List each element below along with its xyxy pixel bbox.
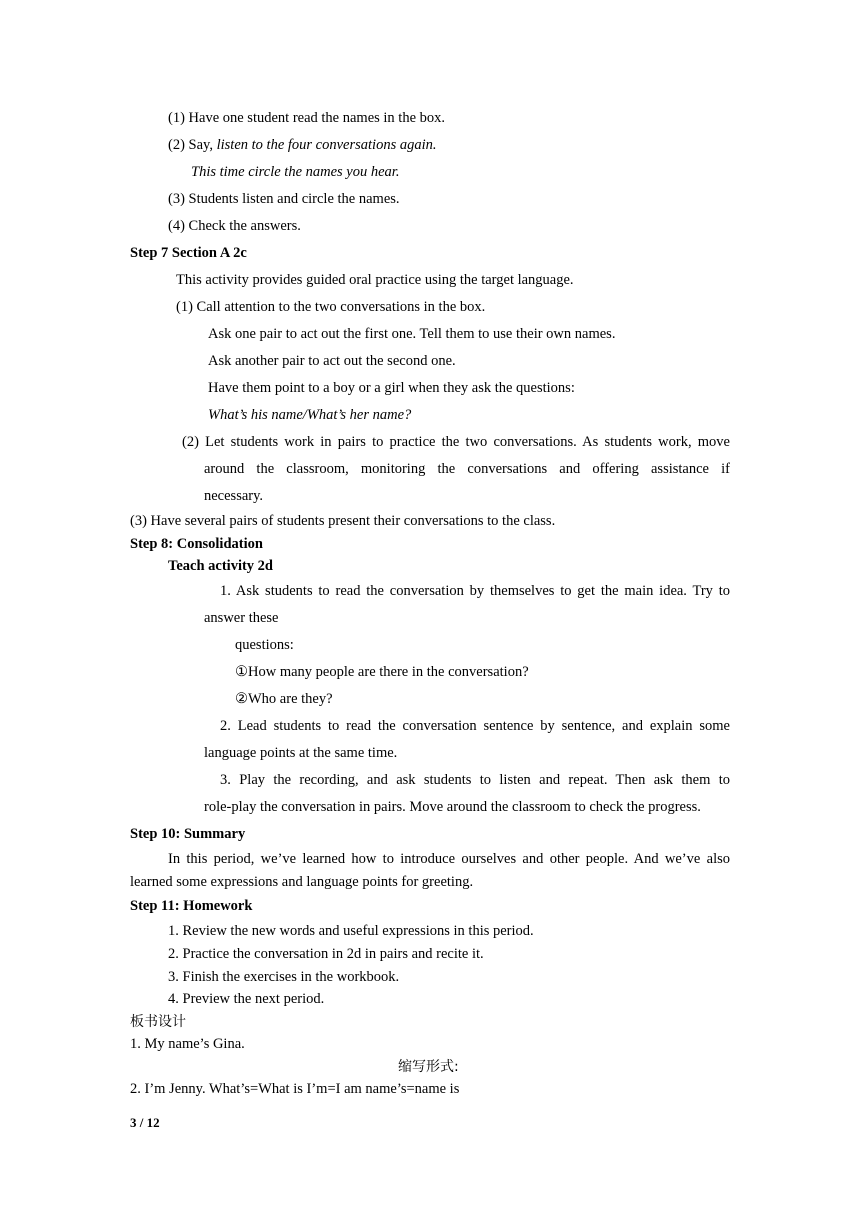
s6-line-3: This time circle the names you hear.: [191, 164, 400, 180]
s6-line-2-italic: listen to the four conversations again.: [216, 137, 437, 153]
step10-text-line-1: In this period, we’ve learned how to introduce ourselves and other people. And we’ve also: [168, 851, 730, 867]
step8-item-3-line-1: 3. Play the recording, and ask students to listen and repeat. Then ask them to: [220, 772, 730, 788]
step8-item-2-line-1: 2. Lead students to read the conversation sentence by sentence, and explain some: [220, 718, 730, 734]
step7-heading: Step 7 Section A 2c: [130, 245, 247, 261]
board-line-2: 2. I’m Jenny. What’s=What is I’m=I am name’s=name is: [130, 1081, 460, 1097]
step7-point-1b: Ask another pair to act out the second one.: [208, 353, 456, 369]
step10-heading: Step 10: Summary: [130, 826, 246, 842]
step8-item-1-line-3: questions:: [235, 637, 294, 653]
board-heading: 板书设计: [130, 1014, 186, 1030]
step7-point-1: (1) Call attention to the two conversations in the box.: [176, 299, 486, 315]
step8-item-1-line-1: 1. Ask students to read the conversation by themselves to get the main idea. Try to: [220, 583, 730, 599]
step8-heading: Step 8: Consolidation: [130, 536, 263, 552]
step7-point-1a: Ask one pair to act out the first one. Tell them to use their own names.: [208, 326, 616, 342]
step8-question-2: ②Who are they?: [235, 691, 333, 707]
step7-point-2-line-2: around the classroom, monitoring the conversations and offering assistance if: [204, 461, 730, 477]
homework-item-1: 1. Review the new words and useful expressions in this period.: [168, 923, 534, 939]
step7-point-1c: Have them point to a boy or a girl when they ask the questions:: [208, 380, 575, 396]
step7-point-1d: What’s his name/What’s her name?: [208, 407, 412, 423]
board-center-label: 缩写形式:: [398, 1059, 459, 1075]
step8-subheading: Teach activity 2d: [168, 558, 273, 574]
homework-item-3: 3. Finish the exercises in the workbook.: [168, 969, 400, 985]
homework-item-2: 2. Practice the conversation in 2d in pairs and recite it.: [168, 946, 484, 962]
step8-item-2-line-2: language points at the same time.: [204, 745, 398, 761]
step11-heading: Step 11: Homework: [130, 898, 253, 914]
s6-line-5: (4) Check the answers.: [168, 218, 301, 234]
step10-text-line-2: learned some expressions and language points for greeting.: [130, 874, 474, 890]
step8-item-1-line-2: answer these: [204, 610, 279, 626]
step7-intro: This activity provides guided oral practice using the target language.: [176, 272, 574, 288]
s6-line-1: (1) Have one student read the names in the box.: [168, 110, 446, 126]
s6-line-2: [168, 136, 437, 154]
step7-point-3: (3) Have several pairs of students present their conversations to the class.: [130, 513, 556, 529]
board-line-1: 1. My name’s Gina.: [130, 1036, 245, 1052]
homework-item-4: 4. Preview the next period.: [168, 991, 325, 1007]
s6-line-2-prefix: (2) Say,: [168, 137, 217, 153]
step7-point-2-line-3: necessary.: [204, 488, 264, 504]
step8-question-1: ①How many people are there in the conversation?: [235, 664, 529, 680]
s6-line-4: (3) Students listen and circle the names.: [168, 191, 400, 207]
page-number: 3 / 12: [130, 1115, 160, 1130]
step7-point-2-line-1: (2) Let students work in pairs to practice the two conversations. As students work, move: [182, 434, 730, 450]
step8-item-3-line-2: role-play the conversation in pairs. Move around the classroom to check the progress.: [204, 799, 701, 815]
